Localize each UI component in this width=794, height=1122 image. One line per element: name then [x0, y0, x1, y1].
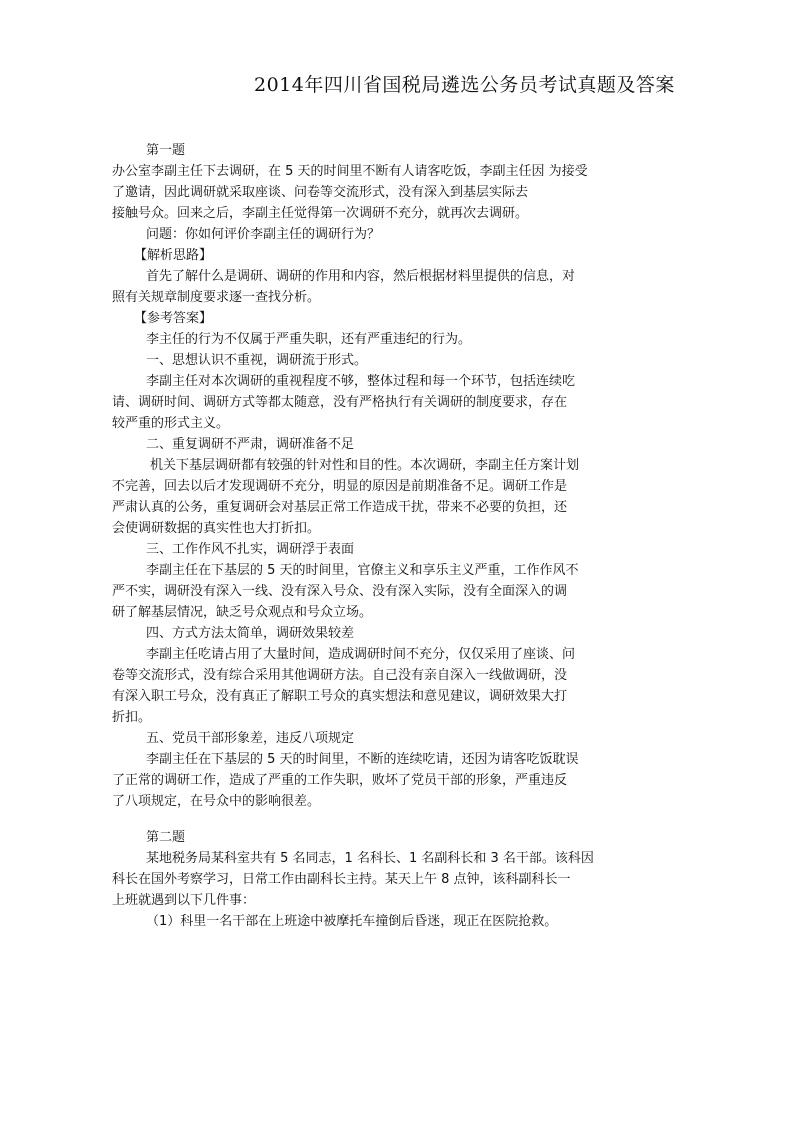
text-line: 第二题: [146, 830, 186, 845]
text-line: 照有关规章制度要求逐一查找分析。: [112, 290, 321, 305]
text-line: 严肃认真的公务，重复调研会对基层正常工作造成干扰，带来不必要的负担，还: [112, 500, 568, 515]
text-line: 李副主任在下基层的 5 天的时间里，官僚主义和享乐主义严重，工作作风不: [146, 563, 579, 578]
text-line: 五、党员干部形象差，违反八项规定: [146, 731, 355, 746]
text-line: 了邀请，因此调研就采取座谈、问卷等交流形式，没有深入到基层实际去: [112, 185, 529, 200]
text-line: 不完善，回去以后才发现调研不充分，明显的原因是前期准备不足。调研工作是: [112, 479, 568, 494]
text-line: 首先了解什么是调研、调研的作用和内容，然后根据材料里提供的信息，对: [146, 269, 576, 284]
text-line: 折扣。: [112, 710, 152, 725]
text-line: 较严重的形式主义。: [112, 416, 230, 431]
text-line: 李副主任吃请占用了大量时间，造成调研时间不充分，仅仅采用了座谈、问: [146, 647, 576, 662]
text-line: 三、工作作风不扎实，调研浮于表面: [146, 542, 355, 557]
text-line: 李主任的行为不仅属于严重失职，还有严重违纪的行为。: [146, 332, 472, 347]
text-line: （1）科里一名干部在上班途中被摩托车撞倒后昏迷，现正在医院抢救。: [146, 914, 558, 929]
text-line: 了正常的调研工作，造成了严重的工作失职，败坏了党员干部的形象，严重违反: [112, 773, 568, 788]
text-line: 研了解基层情况，缺乏号众观点和号众立场。: [112, 605, 373, 620]
text-line: 第一题: [146, 143, 186, 158]
text-line: 李副主任在下基层的 5 天的时间里，不断的连续吃请，还因为请客吃饭耽误: [146, 752, 579, 767]
document-title: 2014年四川省国税局遴选公务员考试真题及答案: [254, 74, 675, 96]
text-line: 科长在国外考察学习，日常工作由副科长主持。某天上午 8 点钟，该科副科长一: [112, 872, 571, 887]
text-line: 【参考答案】: [134, 311, 213, 326]
text-line: 有深入职工号众，没有真正了解职工号众的真实想法和意见建议，调研效果大打: [112, 689, 568, 704]
text-line: 上班就遇到以下几件事：: [112, 893, 256, 908]
text-line: 问题：你如何评价李副主任的调研行为？: [146, 227, 381, 242]
text-line: 请、调研时间、调研方式等都太随意，没有严格执行有关调研的制度要求，存在: [112, 395, 568, 410]
text-line: 严不实，调研没有深入一线、没有深入号众、没有深入实际，没有全面深入的调: [112, 584, 568, 599]
text-line: 会使调研数据的真实性也大打折扣。: [112, 521, 321, 536]
text-line: 二、重复调研不严肃，调研准备不足: [146, 437, 355, 452]
text-line: 【解析思路】: [134, 248, 213, 263]
text-line: 一、思想认识不重视，调研流于形式。: [146, 353, 368, 368]
text-line: 李副主任对本次调研的重视程度不够，整体过程和每一个环节，包括连续吃: [146, 374, 576, 389]
text-line: 卷等交流形式，没有综合采用其他调研方法。自己没有亲自深入一线做调研，没: [112, 668, 568, 683]
text-line: 四、方式方法太简单，调研效果较差: [146, 626, 355, 641]
text-line: 某地税务局某科室共有 5 名同志，1 名科长、1 名副科长和 3 名干部。该科因: [146, 851, 594, 866]
text-line: 办公室李副主任下去调研，在 5 天的时间里不断有人请客吃饭，李副主任因 为接受: [112, 164, 588, 179]
text-line: 机关下基层调研都有较强的针对性和目的性。本次调研，李副主任方案计划: [150, 458, 580, 473]
text-line: 了八项规定，在号众中的影响很差。: [112, 794, 321, 809]
text-line: 接触号众。回来之后，李副主任觉得第一次调研不充分，就再次去调研。: [112, 206, 529, 221]
